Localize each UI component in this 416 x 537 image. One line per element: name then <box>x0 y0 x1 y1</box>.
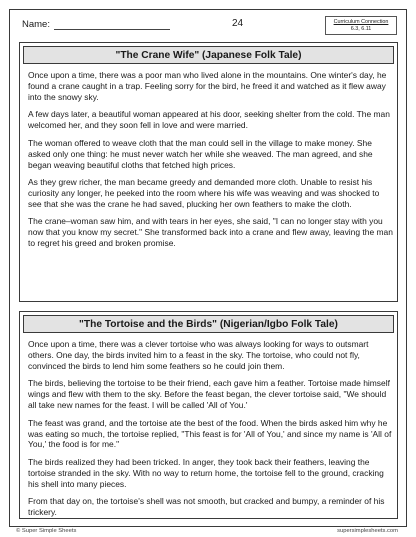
page-number: 24 <box>232 18 244 29</box>
name-line <box>54 29 170 30</box>
story-crane-wife <box>19 42 398 302</box>
story-body <box>28 339 393 525</box>
story-paragraph: Once upon a time, there was a poor man who lived alone in the mountains. One winter's day, he found a crane caught in a trap. Feeling sorry for the bird, he freed it and watched as it flew away into the snowy sky. <box>28 70 387 102</box>
story-paragraph: The birds realized they had been tricked. In anger, they took back their feathers, leaving the tortoise stranded in the sky. With no way to return home, the tortoise fell to the ground, cracking his shell into many pieces. <box>28 456 384 489</box>
curriculum-title: Curriculum Connection <box>333 19 389 25</box>
worksheet-header <box>14 14 402 36</box>
name-label: Name: <box>22 19 50 30</box>
story-paragraph: Once upon a time, there was a clever tortoise who was always looking for ways to outsmart others. One day, the birds invited him to a feast in the sky. The tortoise, who could not fly, convinced the birds to lend him some feathers so he could join them. <box>28 339 369 371</box>
story-tortoise-birds <box>19 311 398 519</box>
story-paragraph: The feast was grand, and the tortoise ate the best of the food. When the birds asked him why he was eating so much, the tortoise replied, "This feast is for 'All of You,' and since my name is 'All of You,' the food is for me." <box>28 417 392 450</box>
footer-website: supersimplesheets.com <box>337 528 398 534</box>
story-paragraph: The birds, believing the tortoise to be their friend, each gave him a feather. Tortoise made himself wings and flew with them to the sky. Before the feast began, the clever tortoise said, "We should all take new names for the feast. I will be called 'All of You.' <box>28 378 390 411</box>
curriculum-connection-box <box>325 16 397 35</box>
story-title: "The Crane Wife" (Japanese Folk Tale) <box>23 46 394 64</box>
story-paragraph: The woman offered to weave cloth that the man could sell in the village to make money. She asked only one thing: he must never watch her while she weaved. The man agreed, and she began weaving beautiful cloths that fetched high prices. <box>28 137 373 170</box>
curriculum-code: 6.3, 6.11 <box>350 26 372 32</box>
story-title: "The Tortoise and the Birds" (Nigerian/Igbo Folk Tale) <box>23 315 394 333</box>
story-paragraph: The crane–woman saw him, and with tears in her eyes, she said, "I can no longer stay with you now that you know my secret." She transformed back into a crane and flew away, leaving the man to regret his greed and broken promise. <box>28 216 393 249</box>
story-paragraph: As they grew richer, the man became greedy and demanded more cloth. Unable to resist his curiosity any longer, he peeked into the room where his wife was weaving and was shocked to see that she was the crane he had saved, plucking her own feathers to make the cloth. <box>28 177 380 209</box>
story-paragraph: A few days later, a beautiful woman appeared at his door, seeking shelter from the cold. The man welcomed her, and they soon fell in love and were married. <box>28 109 390 131</box>
footer-copyright: © Super Simple Sheets <box>16 528 77 534</box>
story-paragraph: From that day on, the tortoise's shell was not smooth, but cracked and bumpy, a reminder of his trickery. <box>28 496 385 518</box>
story-body <box>28 70 393 256</box>
